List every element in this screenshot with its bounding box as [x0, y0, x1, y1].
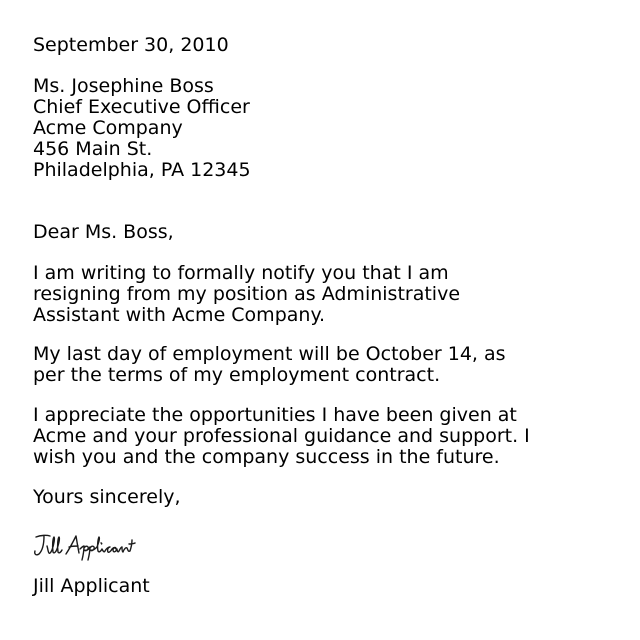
sender-name-line: Jill Applicant [33, 575, 150, 597]
paragraph-line: per the terms of my employment contract. [33, 364, 441, 386]
recipient-title: Chief Executive Officer [33, 96, 250, 118]
paragraph-line: I appreciate the opportunities I have been given at [33, 404, 517, 426]
salutation [33, 222, 174, 243]
body-paragraph-1 [33, 263, 460, 326]
recipient-city: Philadelphia, PA 12345 [33, 159, 251, 181]
recipient-company: Acme Company [33, 117, 183, 139]
handwritten-signature [32, 530, 138, 562]
sender-name [33, 576, 150, 597]
paragraph-line: My last day of employment will be October 14, as [33, 343, 506, 365]
closing-line: Yours sincerely, [33, 486, 181, 508]
letter-date [33, 35, 229, 56]
recipient-street: 456 Main St. [33, 138, 153, 160]
salutation-line: Dear Ms. Boss, [33, 221, 174, 243]
recipient-name: Ms. Josephine Boss [33, 75, 214, 97]
date-line: September 30, 2010 [33, 34, 229, 56]
paragraph-line: Assistant with Acme Company. [33, 304, 326, 326]
recipient-address [33, 76, 251, 181]
body-paragraph-3 [33, 405, 530, 468]
paragraph-line: Acme and your professional guidance and support. I [33, 425, 530, 447]
paragraph-line: resigning from my position as Administrative [33, 283, 461, 305]
paragraph-line: wish you and the company success in the future. [33, 446, 500, 468]
closing [33, 487, 181, 508]
paragraph-line: I am writing to formally notify you that I am [33, 262, 449, 284]
body-paragraph-2 [33, 344, 506, 386]
